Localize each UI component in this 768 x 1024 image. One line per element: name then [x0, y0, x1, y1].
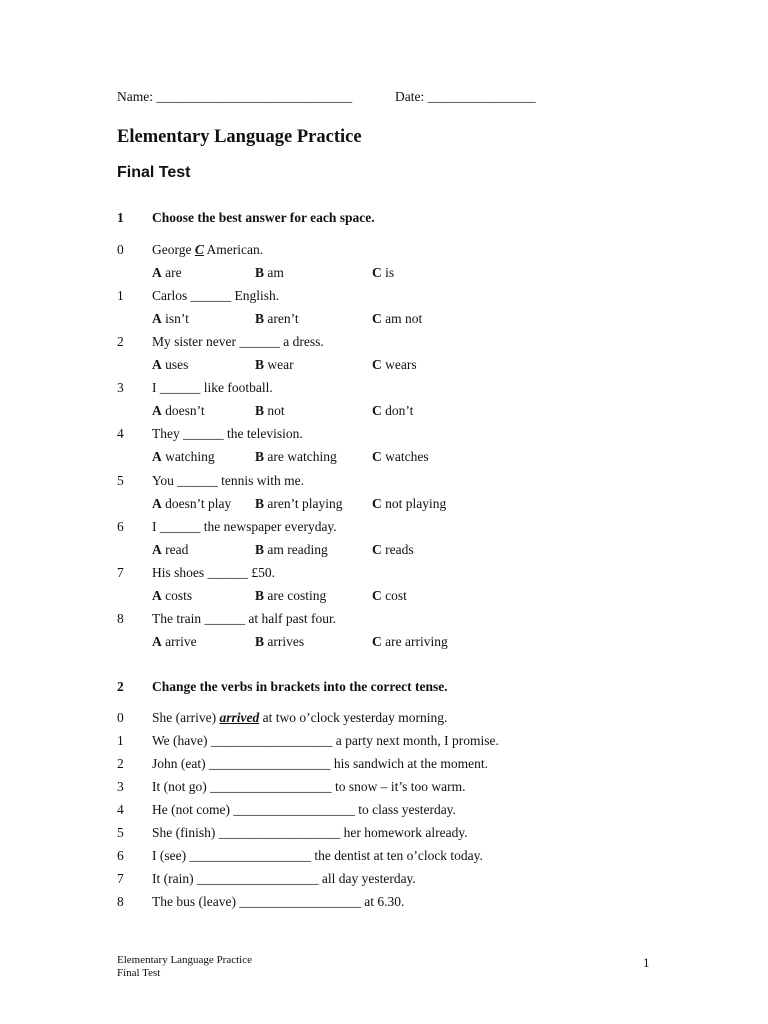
- option-text: am: [264, 265, 284, 280]
- question-number: 2: [117, 756, 124, 771]
- question-before: You ______ tennis with me.: [152, 473, 305, 488]
- option-letter: B: [255, 542, 265, 557]
- option-letter: B: [255, 357, 265, 372]
- option-a[interactable]: [152, 542, 188, 558]
- date-blank[interactable]: ________________: [427, 89, 536, 104]
- option-c[interactable]: [372, 357, 417, 373]
- question-number: 2: [117, 334, 124, 349]
- option-letter: C: [372, 449, 382, 464]
- question-before: It (not go) __________________ to snow – it’s too warm.: [152, 779, 466, 794]
- option-letter: C: [372, 634, 382, 649]
- question-before: George: [152, 242, 195, 257]
- name-row: [117, 89, 352, 105]
- question-before: She (finish) __________________ her homework already.: [152, 825, 468, 840]
- option-text: not playing: [381, 496, 447, 511]
- question-text[interactable]: [152, 779, 466, 795]
- footer-line1: Elementary Language Practice: [117, 954, 252, 966]
- section2-number: 2: [117, 679, 124, 694]
- option-a[interactable]: [152, 311, 189, 327]
- option-text: watching: [161, 449, 215, 464]
- option-c[interactable]: [372, 634, 448, 650]
- option-letter: B: [255, 634, 265, 649]
- question-before: The train ______ at half past four.: [152, 611, 337, 626]
- option-text: isn’t: [161, 311, 189, 326]
- option-text: wears: [381, 357, 417, 372]
- option-b[interactable]: [255, 588, 326, 604]
- question-number: 8: [117, 894, 124, 909]
- option-b[interactable]: [255, 542, 328, 558]
- option-b[interactable]: [255, 496, 343, 512]
- option-letter: B: [255, 311, 265, 326]
- option-text: are watching: [264, 449, 337, 464]
- question-text: [152, 288, 279, 304]
- question-before: It (rain) __________________ all day yesterday.: [152, 871, 416, 886]
- question-number: 3: [117, 380, 124, 395]
- question-text: [152, 565, 275, 581]
- question-text[interactable]: [152, 894, 404, 910]
- option-letter: B: [255, 496, 265, 511]
- option-letter: C: [372, 496, 382, 511]
- question-number: 8: [117, 611, 124, 626]
- option-b[interactable]: [255, 311, 299, 327]
- question-number: 0: [117, 242, 124, 257]
- question-text: [152, 334, 324, 350]
- question-text[interactable]: [152, 802, 456, 818]
- question-before: Carlos ______ English.: [152, 288, 280, 303]
- question-number: 4: [117, 802, 124, 817]
- question-before: We (have) __________________ a party next month, I promise.: [152, 733, 499, 748]
- option-text: aren’t playing: [264, 496, 343, 511]
- question-before: I (see) __________________ the dentist at ten o’clock today.: [152, 848, 483, 863]
- option-text: are arriving: [381, 634, 448, 649]
- question-before: I ______ the newspaper everyday.: [152, 519, 337, 534]
- question-text[interactable]: [152, 756, 488, 772]
- option-text: reads: [381, 542, 414, 557]
- question-text: [152, 242, 263, 258]
- question-text: [152, 473, 304, 489]
- option-a[interactable]: [152, 588, 192, 604]
- option-text: uses: [161, 357, 189, 372]
- example-answer: C: [194, 242, 204, 257]
- question-text[interactable]: [152, 733, 499, 749]
- option-text: are: [161, 265, 182, 280]
- question-text: [152, 611, 336, 627]
- option-a[interactable]: [152, 403, 205, 419]
- option-b[interactable]: [255, 265, 284, 281]
- option-c[interactable]: [372, 542, 414, 558]
- question-number: 6: [117, 519, 124, 534]
- option-text: arrive: [161, 634, 197, 649]
- option-letter: C: [372, 311, 382, 326]
- question-text[interactable]: [152, 871, 416, 887]
- option-letter: A: [152, 265, 162, 280]
- question-number: 1: [117, 288, 124, 303]
- page-subtitle: Final Test: [117, 164, 191, 181]
- option-letter: A: [152, 449, 162, 464]
- option-text: doesn’t play: [161, 496, 232, 511]
- question-number: 7: [117, 565, 124, 580]
- option-text: don’t: [381, 403, 414, 418]
- question-before: His shoes ______ £50.: [152, 565, 276, 580]
- option-text: aren’t: [264, 311, 299, 326]
- option-c[interactable]: [372, 496, 446, 512]
- option-letter: B: [255, 588, 265, 603]
- page-number: 1: [643, 955, 650, 970]
- option-letter: B: [255, 403, 265, 418]
- question-after: American.: [203, 242, 264, 257]
- option-letter: A: [152, 311, 162, 326]
- question-before: The bus (leave) __________________ at 6.30.: [152, 894, 405, 909]
- option-b[interactable]: [255, 449, 337, 465]
- option-a[interactable]: [152, 634, 197, 650]
- question-number: 1: [117, 733, 124, 748]
- option-c[interactable]: [372, 403, 413, 419]
- option-text: are costing: [264, 588, 327, 603]
- option-text: watches: [381, 449, 429, 464]
- date-label: Date:: [395, 89, 425, 104]
- option-c[interactable]: [372, 311, 422, 327]
- date-row: [395, 89, 536, 105]
- option-text: is: [381, 265, 395, 280]
- option-a[interactable]: [152, 357, 188, 373]
- page-title: Elementary Language Practice: [117, 127, 362, 147]
- option-letter: A: [152, 634, 162, 649]
- option-text: cost: [381, 588, 407, 603]
- option-b[interactable]: [255, 403, 285, 419]
- question-before: They ______ the television.: [152, 426, 303, 441]
- question-text: [152, 426, 303, 442]
- question-before: I ______ like football.: [152, 380, 273, 395]
- option-letter: C: [372, 403, 382, 418]
- question-text: [152, 380, 273, 396]
- option-text: wear: [264, 357, 294, 372]
- option-text: costs: [161, 588, 193, 603]
- question-before: She (arrive): [152, 710, 220, 725]
- option-c[interactable]: [372, 265, 394, 281]
- option-b[interactable]: [255, 634, 304, 650]
- section1-instruction: Choose the best answer for each space.: [152, 210, 375, 225]
- option-text: not: [264, 403, 285, 418]
- option-b[interactable]: [255, 357, 294, 373]
- option-letter: A: [152, 542, 162, 557]
- footer-line2: Final Test: [117, 967, 161, 979]
- option-c[interactable]: [372, 588, 407, 604]
- question-number: 4: [117, 426, 124, 441]
- question-after: at two o’clock yesterday morning.: [259, 710, 448, 725]
- question-number: 5: [117, 473, 124, 488]
- option-text: am not: [381, 311, 423, 326]
- question-number: 0: [117, 710, 124, 725]
- name-label: Name:: [117, 89, 153, 104]
- option-letter: B: [255, 449, 265, 464]
- option-text: am reading: [264, 542, 328, 557]
- option-letter: C: [372, 588, 382, 603]
- question-text: [152, 710, 447, 726]
- option-letter: C: [372, 265, 382, 280]
- question-text[interactable]: [152, 825, 468, 841]
- option-a[interactable]: [152, 496, 231, 512]
- section2-instruction: Change the verbs in brackets into the correct tense.: [152, 679, 448, 694]
- name-blank[interactable]: _____________________________: [156, 89, 353, 104]
- question-number: 7: [117, 871, 124, 886]
- option-letter: C: [372, 542, 382, 557]
- question-before: My sister never ______ a dress.: [152, 334, 324, 349]
- question-number: 5: [117, 825, 124, 840]
- option-text: arrives: [264, 634, 305, 649]
- option-a[interactable]: [152, 449, 215, 465]
- question-before: John (eat) __________________ his sandwich at the moment.: [152, 756, 488, 771]
- section1-number: 1: [117, 210, 124, 225]
- option-c[interactable]: [372, 449, 429, 465]
- question-text[interactable]: [152, 848, 483, 864]
- option-letter: A: [152, 357, 162, 372]
- question-before: He (not come) __________________ to class yesterday.: [152, 802, 456, 817]
- example-answer: arrived: [219, 710, 260, 725]
- option-letter: B: [255, 265, 265, 280]
- option-text: doesn’t: [161, 403, 205, 418]
- option-letter: C: [372, 357, 382, 372]
- option-a[interactable]: [152, 265, 182, 281]
- option-letter: A: [152, 588, 162, 603]
- option-text: read: [161, 542, 189, 557]
- option-letter: A: [152, 403, 162, 418]
- question-number: 6: [117, 848, 124, 863]
- option-letter: A: [152, 496, 162, 511]
- question-number: 3: [117, 779, 124, 794]
- question-text: [152, 519, 337, 535]
